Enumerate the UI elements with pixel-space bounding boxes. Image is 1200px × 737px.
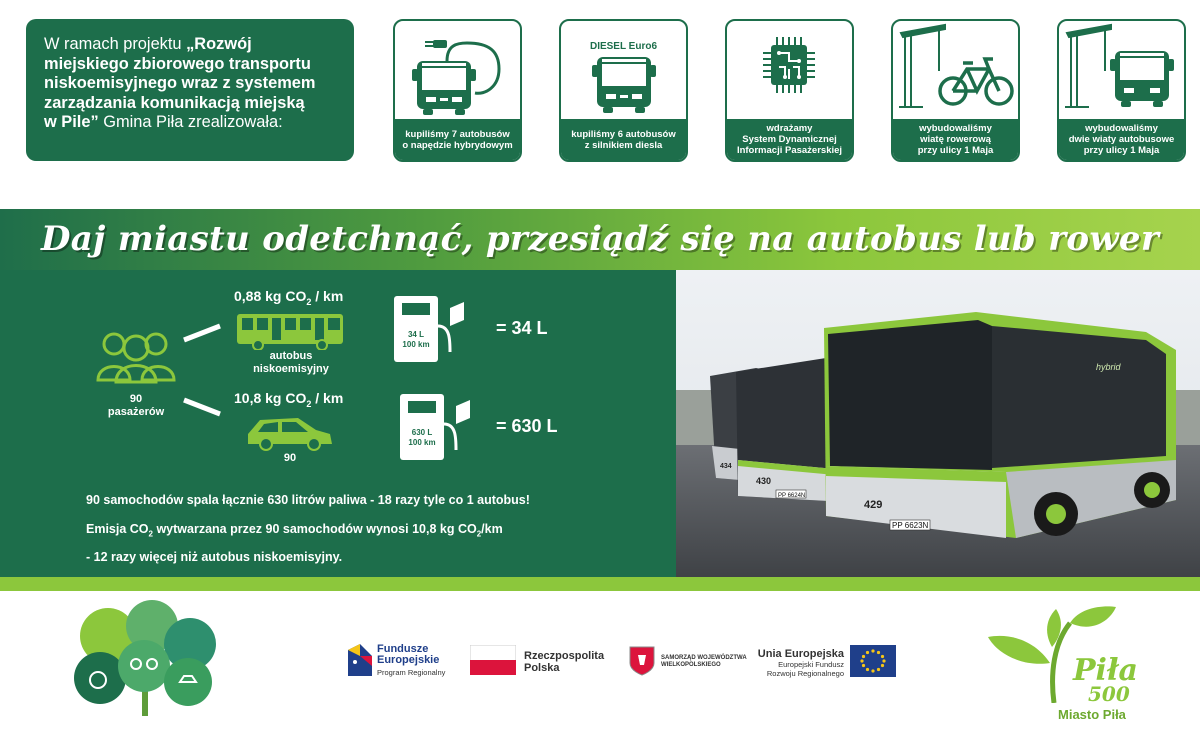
project-name-part: niskoemisyjnego wraz z systemem — [44, 74, 316, 92]
slogan-text: Daj miastu odetchnąć, przesiądź się na autobus lub rower — [40, 219, 1160, 259]
bus-icon — [236, 312, 346, 350]
intro-text: W ramach projektu — [44, 35, 187, 53]
fundusze-europejskie-logo — [346, 642, 374, 676]
summary-subscript: 2 — [148, 529, 153, 539]
pump-label-line: 100 km — [402, 340, 430, 349]
logo-text-line: Europejskie — [377, 654, 440, 666]
card-passenger-info-system — [725, 19, 854, 162]
card-caption-line: o napędzie hybrydowym — [402, 139, 513, 151]
project-name-part: „Rozwój — [186, 35, 252, 53]
emission-unit: / km — [311, 288, 344, 304]
bus-shelter-icon — [1059, 21, 1184, 123]
bus-number: 429 — [864, 499, 883, 511]
samorzad-wojewodztwa-text — [661, 655, 747, 669]
card-caption-line: wdrażamy — [766, 123, 813, 134]
pila-500-text: 500 — [1088, 682, 1130, 706]
bus-emission-label — [234, 288, 343, 307]
bus-number: 434 — [720, 463, 732, 470]
rzeczpospolita-polska-text — [524, 650, 604, 674]
car-fuel-value: = 630 L — [496, 416, 558, 436]
pump-label-line: 34 L — [407, 330, 424, 339]
summary-part: Emisja CO — [86, 522, 149, 536]
summary-subscript: 2 — [476, 529, 482, 539]
emission-comparison-panel — [0, 270, 676, 577]
emission-unit: / km — [311, 390, 344, 406]
card-diesel-buses — [559, 19, 688, 162]
passengers-label: pasażerów — [107, 406, 165, 418]
card-caption — [727, 119, 852, 160]
logo-text-line: Unia Europejska — [757, 648, 844, 660]
bicycle-shelter-icon — [893, 21, 1018, 123]
card-hybrid-buses — [393, 19, 522, 162]
card-caption-line: wybudowaliśmy — [919, 123, 992, 134]
summary-line: - 12 razy więcej niż autobus niskoemisyjny. — [86, 550, 343, 564]
eu-flag-icon — [850, 645, 896, 677]
pila-logo-text: Piła — [1073, 653, 1138, 688]
card-caption-line: Informacji Pasażerskiej — [736, 145, 843, 156]
car-emission-label — [234, 390, 343, 409]
passengers-count: 90 — [129, 393, 143, 405]
bus-caption-line: niskoemisyjny — [253, 363, 329, 375]
project-name-part: w Pile” — [44, 113, 99, 131]
license-plate: PP 6623N — [892, 521, 929, 530]
hybrid-bus-plug-icon — [395, 21, 520, 123]
connector-lines — [180, 318, 226, 418]
emission-value: 10,8 kg CO — [234, 390, 307, 406]
bus-caption — [236, 350, 346, 376]
pump-label-line: 100 km — [408, 438, 436, 447]
program-regionalny-text: Program Regionalny — [377, 668, 446, 677]
chip-icon — [727, 21, 852, 123]
diesel-bus-icon — [561, 21, 686, 123]
unia-europejska-text — [744, 648, 844, 678]
card-bicycle-shelter — [891, 19, 1020, 162]
bus-number: 430 — [756, 476, 772, 486]
buses-photo — [676, 270, 1200, 577]
polish-flag-icon — [470, 645, 516, 675]
card-bus-shelters — [1057, 19, 1186, 162]
project-name-part: miejskiego zbiorowego transportu — [44, 54, 311, 73]
card-caption-line: przy ulicy 1 Maja — [917, 145, 994, 156]
card-caption — [1059, 119, 1184, 160]
logo-text-line: Rozwoju Regionalnego — [766, 669, 844, 678]
project-name-part: zarządzania komunikacją miejską — [44, 93, 305, 112]
logo-text-line: WIELKOPOLSKIEGO — [661, 662, 721, 668]
card-caption-line: kupiliśmy 6 autobusów — [571, 128, 676, 140]
card-caption-line: kupiliśmy 7 autobusów — [405, 128, 510, 140]
car-icon — [246, 414, 334, 452]
logo-text-line: SAMORZĄD WOJEWÓDZTWA — [661, 655, 747, 661]
logo-text-line: Polska — [524, 662, 560, 674]
logo-text-line: Rzeczpospolita — [524, 650, 605, 662]
green-stripe — [0, 577, 1200, 591]
car-pump-label — [400, 428, 444, 448]
summary-part: wytwarzana przez 90 samochodów wynosi 10,8 kg CO — [152, 522, 477, 536]
miasto-pila-label: Miasto Piła — [1058, 707, 1126, 722]
passengers-caption — [96, 393, 176, 419]
logo-text-line: Europejski Fundusz — [778, 660, 844, 669]
emission-subscript: 2 — [306, 296, 312, 307]
mobility-tree-logo — [60, 600, 230, 716]
pump-label-line: 630 L — [411, 428, 433, 437]
bus-fuel-value: = 34 L — [496, 318, 548, 338]
card-caption-line: System Dynamicznej — [742, 134, 837, 145]
summary-line — [86, 522, 503, 539]
project-intro — [26, 19, 354, 161]
card-caption — [893, 119, 1018, 160]
passengers-icon — [94, 326, 178, 384]
emission-value: 0,88 kg CO — [234, 288, 307, 304]
logo-text-line: Fundusze — [377, 643, 429, 655]
card-caption-line: przy ulicy 1 Maja — [1083, 145, 1160, 156]
card-caption — [561, 119, 686, 160]
emission-subscript: 2 — [306, 398, 312, 409]
card-caption-line: z silnikiem diesla — [584, 139, 663, 151]
summary-line: 90 samochodów spala łącznie 630 litrów paliwa - 18 razy tyle co 1 autobus! — [86, 493, 530, 507]
car-count: 90 — [283, 452, 297, 464]
fundusze-europejskie-text — [377, 644, 439, 666]
card-caption-line: dwie wiaty autobusowe — [1068, 134, 1175, 145]
card-caption-line: wiatę rowerową — [920, 134, 991, 145]
intro-text: Gmina Piła zrealizowała: — [98, 113, 283, 131]
bus-pump-label — [394, 330, 438, 350]
card-caption-line: wybudowaliśmy — [1085, 123, 1158, 134]
license-plate: PP 6624N — [778, 493, 806, 499]
wielkopolska-coat-of-arms-icon — [628, 645, 656, 677]
slogan-band — [0, 209, 1200, 270]
bus-caption-line: autobus — [269, 350, 313, 362]
card-caption — [395, 119, 520, 160]
bus-brand-text: hybrid — [1096, 362, 1121, 372]
diesel-label: DIESEL Euro6 — [589, 41, 658, 52]
summary-part: /km — [481, 522, 503, 536]
